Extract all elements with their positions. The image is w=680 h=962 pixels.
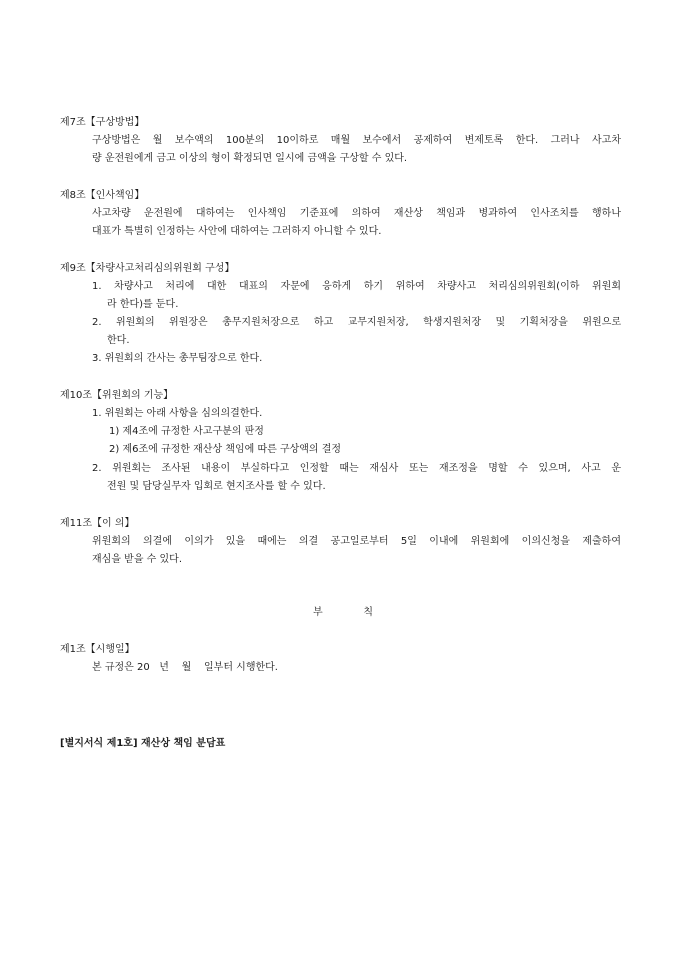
article-8-line-2: 대표가 특별히 인정하는 사안에 대하여는 그러하지 아니할 수 있다. [92, 226, 382, 237]
article-7-line-2: 량 운전원에게 금고 이상의 형이 확정되면 일시에 금액을 구상할 수 있다. [92, 153, 408, 164]
article-10-item-1: 1. 위원회는 아래 사항을 심의의결한다. [92, 408, 263, 419]
article-7-heading: 제7조【구상방법】 [60, 117, 145, 128]
article-11-line-1: 위원회의 의결에 이의가 있을 때에는 의결 공고일로부터 5일 이내에 위원회에 이의신청을 제출하여 [92, 536, 621, 547]
article-10-item-2-line-2: 전원 및 담당실무자 입회로 현지조사를 할 수 있다. [107, 481, 326, 492]
supplementary-article-1-heading: 제1조【시행일】 [60, 644, 135, 655]
article-10-sub-item-2: 2) 제6조에 규정한 재산상 책임에 따른 구상액의 결정 [109, 444, 342, 455]
article-11-heading: 제11조【이 의】 [60, 518, 135, 529]
article-10-item-2-line-1: 2. 위원회는 조사된 내용이 부실하다고 인정할 때는 재심사 또는 재조정을 명할 수 있으며, 사고 운 [92, 463, 621, 474]
article-9-item-3: 3. 위원회의 간사는 총무팀장으로 한다. [92, 353, 263, 364]
article-10-heading: 제10조【위원회의 기능】 [60, 390, 174, 401]
article-9-item-2-line-1: 2. 위원회의 위원장은 총무지원처장으로 하고 교무지원처장, 학생지원처장 및 기획처장을 위원으로 [92, 317, 621, 328]
article-7-line-1: 구상방법은 월 보수액의 100분의 10이하로 매월 보수에서 공제하여 변제토록 한다. 그러나 사고차 [92, 135, 621, 146]
annex-title: [별지서식 제1호] 재산상 책임 분담표 [60, 738, 226, 749]
article-9-heading: 제9조【차량사고처리심의위원회 구성】 [60, 263, 235, 274]
article-9-item-1-line-2: 라 한다)를 둔다. [107, 299, 179, 310]
article-8-heading: 제8조【인사책임】 [60, 190, 145, 201]
article-8-line-1: 사고차량 운전원에 대하여는 인사책임 기준표에 의하여 재산상 책임과 병과하여 인사조치를 행하나 [92, 208, 621, 219]
article-10-sub-item-1: 1) 제4조에 규정한 사고구분의 판정 [109, 426, 264, 437]
article-9-item-2-line-2: 한다. [107, 335, 130, 346]
article-9-item-1-line-1: 1. 차량사고 처리에 대한 대표의 자문에 응하게 하기 위하여 차량사고 처리심의위원회(이하 위원회 [92, 281, 621, 292]
supplementary-title: 부 칙 [313, 607, 373, 618]
article-11-line-2: 재심을 받을 수 있다. [92, 554, 182, 565]
supplementary-article-1-text: 본 규정은 20 년 월 일부터 시행한다. [92, 662, 278, 673]
